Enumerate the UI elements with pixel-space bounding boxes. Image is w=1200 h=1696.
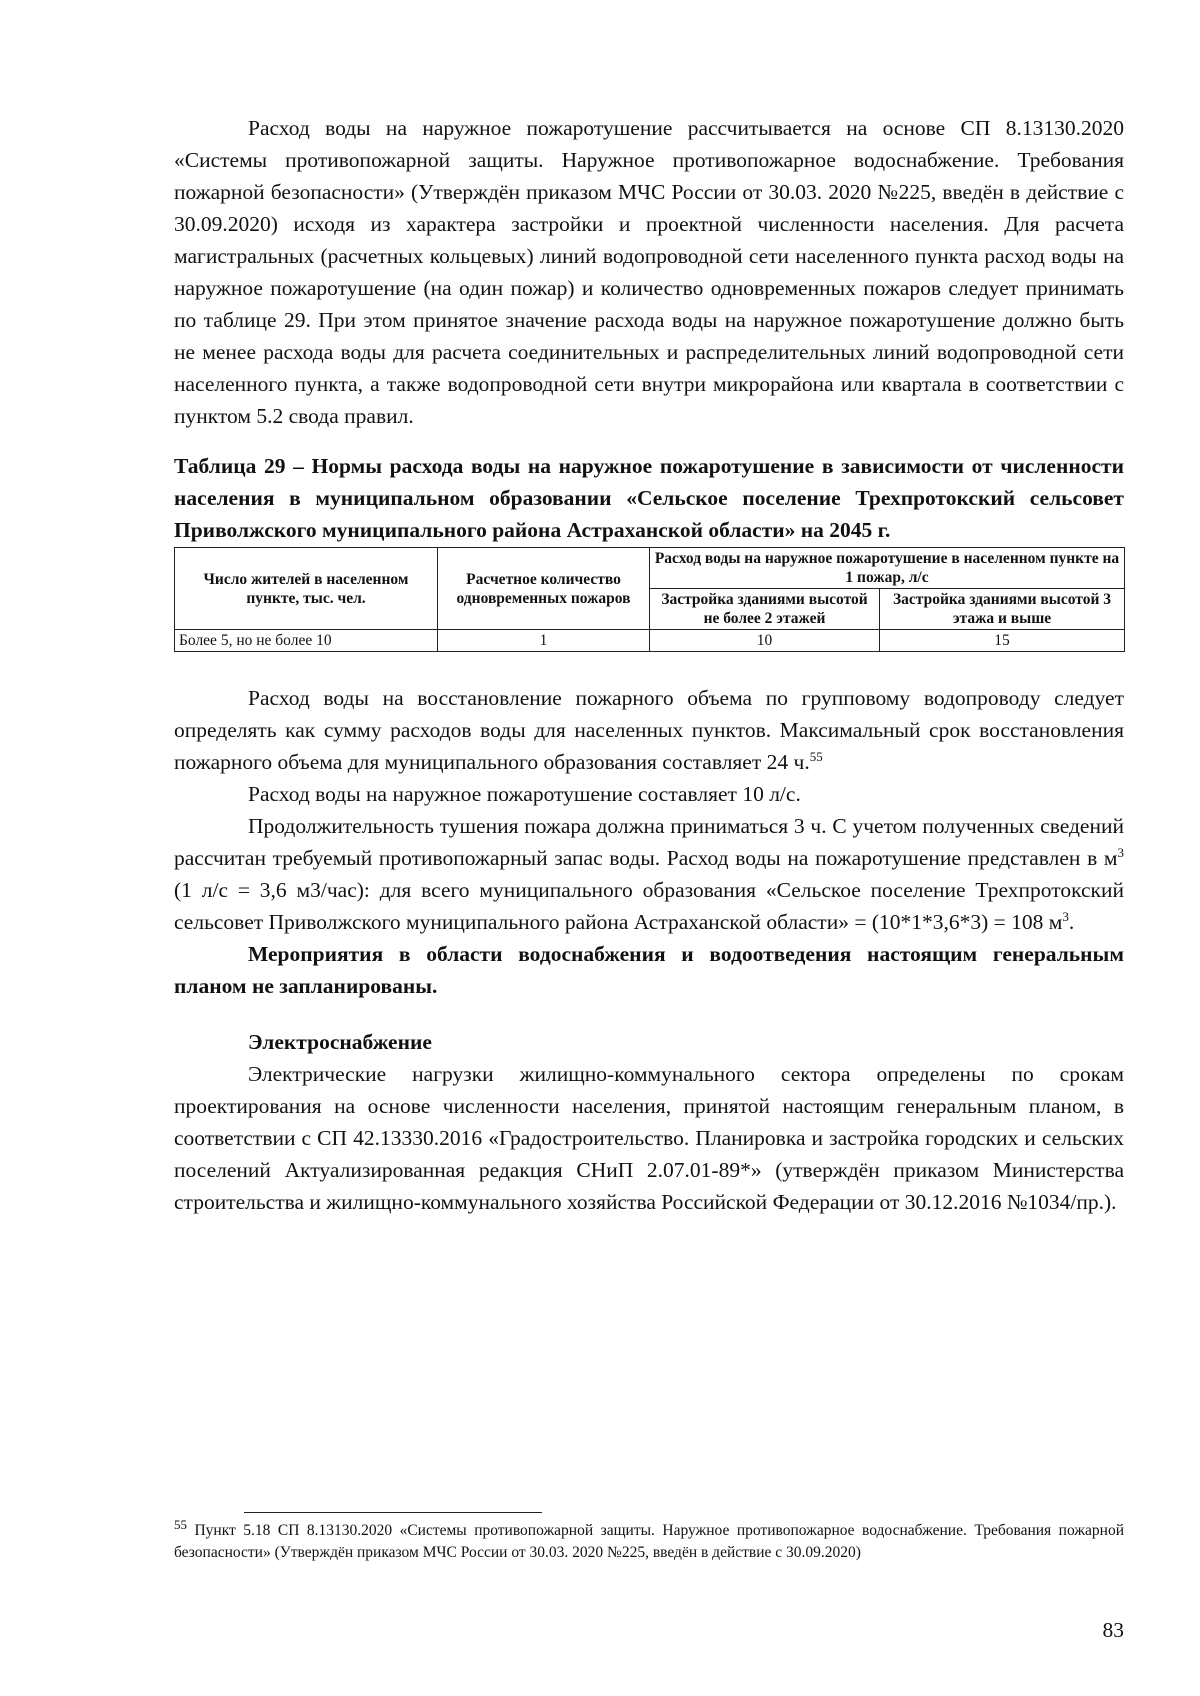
paragraph-measures: Мероприятия в области водоснабжения и водоотведения настоящим генеральным планом не запланированы. xyxy=(174,942,1124,998)
header-residents: Число жителей в населенном пункте, тыс. чел. xyxy=(175,548,438,630)
header-high-buildings: Застройка зданиями высотой 3 этажа и выше xyxy=(880,589,1125,630)
cell-low: 10 xyxy=(650,630,880,652)
superscript-3a: 3 xyxy=(1117,844,1124,860)
table-caption: Таблица 29 – Нормы расхода воды на наружное пожаротушение в зависимости от численности населения в муниципальном образовании «Сельское поселение Трехпротокский сельсовет Приволжского муниципального района Астраханской области» на 2045 г. xyxy=(174,454,1124,542)
reserve-text-a: Продолжительность тушения пожара должна приниматься 3 ч. С учетом полученных сведений рассчитан требуемый противопожарный запас воды. Расход воды на пожаротушение представлен в м xyxy=(174,814,1124,870)
footnote xyxy=(174,1516,1124,1564)
table-header-row xyxy=(175,548,1125,589)
footnote-separator xyxy=(244,1512,542,1513)
water-norms-table xyxy=(174,547,1125,652)
cell-high: 15 xyxy=(880,630,1125,652)
footnote-reference: 55 xyxy=(809,748,823,764)
header-low-buildings: Застройка зданиями высотой не более 2 этажей xyxy=(650,589,880,630)
paragraph-reserve xyxy=(174,810,1124,938)
page-content xyxy=(174,112,1124,1218)
spacer xyxy=(174,652,1124,682)
reserve-text-c: . xyxy=(1068,910,1075,934)
footnote-text: Пункт 5.18 СП 8.13130.2020 «Системы противопожарной защиты. Наружное противопожарное водоснабжение. Требования пожарной безопасности» (Утверждён приказом МЧС России от 30.03. 2020 №225, введён в действие с 30.09.2020) xyxy=(174,1522,1124,1561)
page-number: 83 xyxy=(1102,1618,1124,1642)
superscript-3b: 3 xyxy=(1062,908,1069,924)
paragraph-flow-rate: Расход воды на наружное пожаротушение составляет 10 л/с. xyxy=(248,782,801,806)
reserve-text-b: (1 л/с = 3,6 м3/час): для всего муниципального образования «Сельское поселение Трехпротокский сельсовет Приволжского муниципального района Астраханской области» = (10*1*3,6*3) = 108 м xyxy=(174,878,1124,934)
header-simultaneous-fires: Расчетное количество одновременных пожаров xyxy=(438,548,650,630)
footnote-mark: 55 xyxy=(174,1516,187,1532)
paragraph-restoration xyxy=(174,682,1124,778)
paragraph-electricity: Электрические нагрузки жилищно-коммунального сектора определены по срокам проектирования на основе численности населения, принятой настоящим генеральным планом, в соответствии с СП 42.13330.2016 «Градостроительство. Планировка и застройка городских и сельских поселений Актуализированная редакция СНиП 2.07.01-89*» (утверждён приказом Министерства строительства и жилищно-коммунального хозяйства Российской Федерации от 30.12.2016 №1034/пр.). xyxy=(174,1062,1124,1214)
paragraph-water-calculation: Расход воды на наружное пожаротушение рассчитывается на основе СП 8.13130.2020 «Системы противопожарной защиты. Наружное противопожарное водоснабжение. Требования пожарной безопасности» (Утверждён приказом МЧС России от 30.03. 2020 №225, введён в действие с 30.09.2020) исходя из характера застройки и проектной численности населения. Для расчета магистральных (расчетных кольцевых) линий водопроводной сети населенного пункта расход воды на наружное пожаротушение (на один пожар) и количество одновременных пожаров следует принимать по таблице 29. При этом принятое значение расхода воды на наружное пожаротушение должно быть не менее расхода воды для расчета соединительных и распределительных линий водопроводной сети населенного пункта, а также водопроводной сети внутри микрорайона или квартала в соответствии с пунктом 5.2 свода правил. xyxy=(174,116,1124,428)
header-flow-group: Расход воды на наружное пожаротушение в населенном пункте на 1 пожар, л/с xyxy=(650,548,1125,589)
cell-fires: 1 xyxy=(438,630,650,652)
cell-residents: Более 5, но не более 10 xyxy=(175,630,438,652)
section-heading-electricity: Электроснабжение xyxy=(248,1030,432,1054)
paragraph-restoration-text: Расход воды на восстановление пожарного объема по групповому водопроводу следует определять как сумму расходов воды для населенных пунктов. Максимальный срок восстановления пожарного объема для муниципального образования составляет 24 ч. xyxy=(174,686,1124,774)
table-row xyxy=(175,630,1125,652)
